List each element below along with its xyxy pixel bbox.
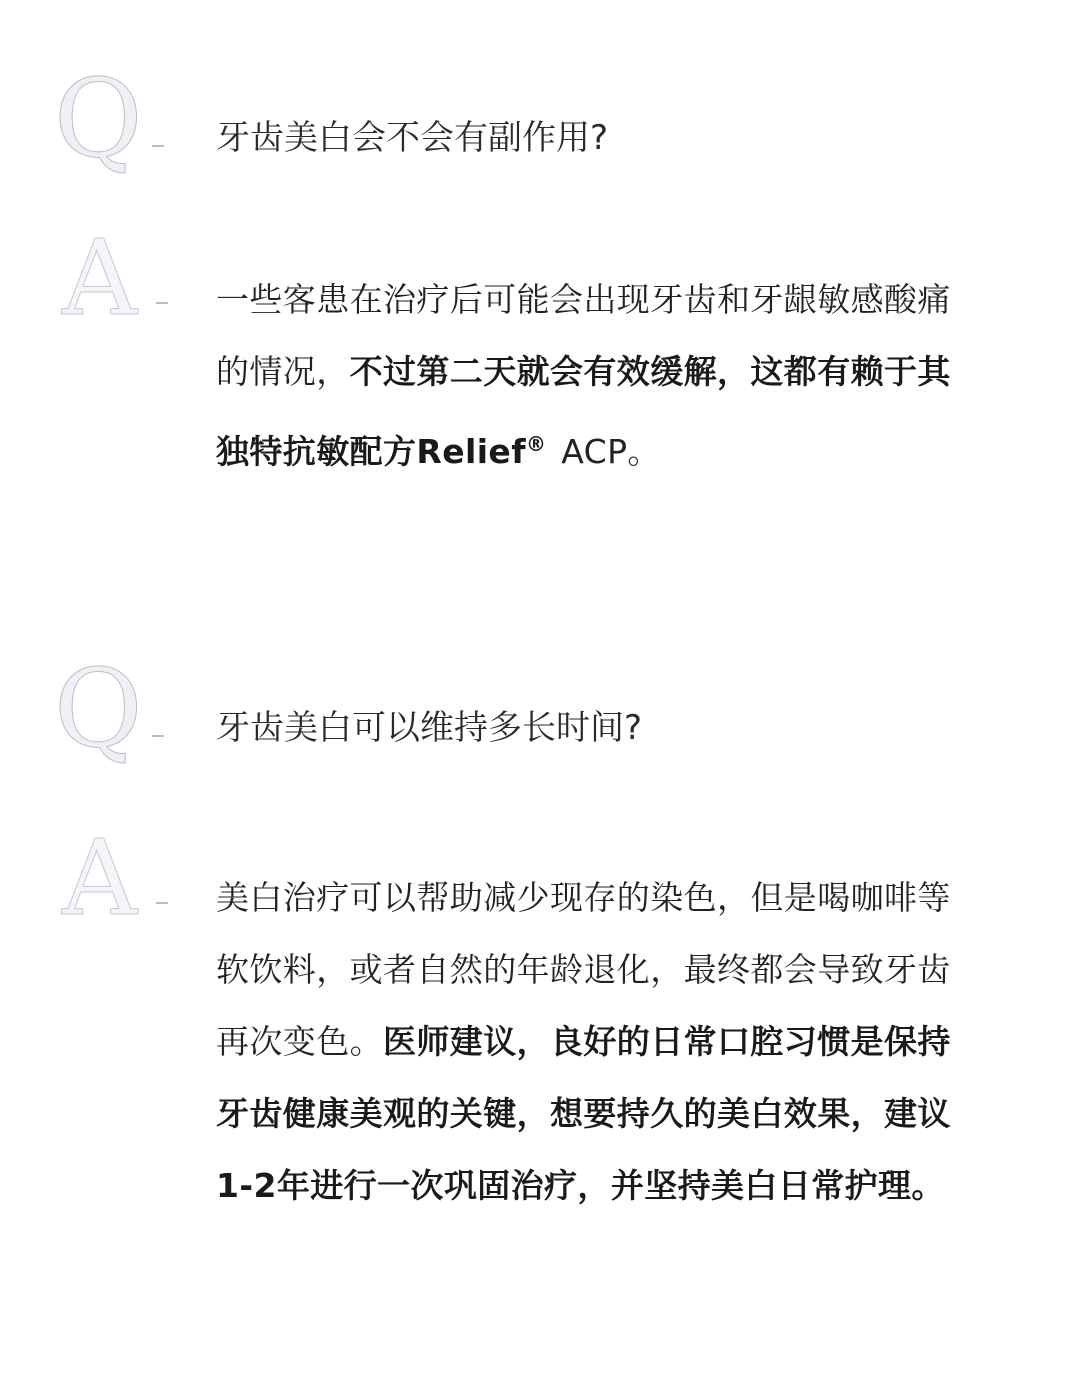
answer-2-line-5: [216, 1150, 1016, 1222]
answer-2-line-3-normal: 再次变色。: [216, 1022, 383, 1061]
q-dash-1: [152, 145, 164, 147]
question-1: 牙齿美白会不会有副作用?: [216, 118, 609, 158]
a-mark-1: A: [62, 217, 138, 339]
answer-2: [216, 862, 1016, 1222]
answer-2-line-1: [216, 862, 1016, 934]
q-mark-1: Q: [54, 57, 143, 182]
answer-2-line-3-strong: 医师建议，良好的日常口腔习惯是保持: [383, 1022, 951, 1061]
answer-2-line-3: [216, 1006, 1016, 1078]
answer-1-line-1-text: 一些客患在治疗后可能会出现牙齿和牙龈敏感酸痛: [216, 280, 951, 319]
answer-2-line-1-text: 美白治疗可以帮助减少现存的染色，但是喝咖啡等: [216, 878, 951, 917]
answer-1-line-2-normal: 的情况，: [216, 352, 350, 391]
answer-1-line-3: [216, 408, 1016, 488]
q-dash-2: [152, 735, 164, 737]
answer-1: [216, 264, 1016, 488]
answer-1-line-1: [216, 264, 1016, 336]
question-2: 牙齿美白可以维持多长时间?: [216, 708, 643, 748]
answer-2-line-2-text: 软饮料，或者自然的年龄退化，最终都会导致牙齿: [216, 950, 951, 989]
answer-1-line-2: [216, 336, 1016, 408]
answer-2-line-5-strong: 1-2年进行一次巩固治疗，并坚持美白日常护理。: [216, 1166, 945, 1205]
answer-1-line-2-strong: 不过第二天就会有效缓解，这都有赖于其: [349, 352, 951, 391]
answer-1-line-3-strong: 独特抗敏配方Relief: [216, 432, 526, 471]
a-dash-2: [156, 902, 168, 904]
answer-1-line-3-normal: ACP。: [550, 432, 661, 471]
a-mark-2: A: [62, 817, 138, 939]
q-mark-2: Q: [54, 647, 143, 772]
a-dash-1: [156, 302, 168, 304]
registered-mark: ®: [525, 432, 547, 456]
answer-2-line-4: [216, 1078, 1016, 1150]
answer-2-line-4-strong: 牙齿健康美观的关键，想要持久的美白效果，建议: [216, 1094, 951, 1133]
answer-2-line-2: [216, 934, 1016, 1006]
